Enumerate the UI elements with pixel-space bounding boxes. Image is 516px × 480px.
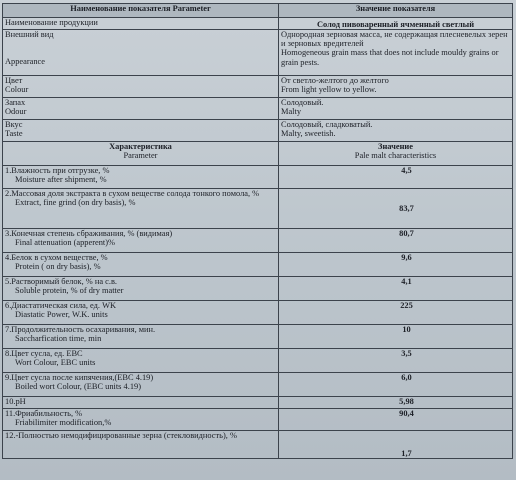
characteristic-cell	[3, 301, 279, 325]
parameter-ru: Вкус	[5, 120, 23, 129]
characteristic-en: Friabilimiter modification,%	[15, 418, 112, 428]
value-ru: Солодовый, сладковатый.	[281, 120, 373, 129]
characteristic-value-cell	[279, 373, 513, 397]
characteristic-ru: 8.Цвет сусла, ед. EBC	[5, 349, 83, 358]
parameter-cell	[3, 76, 279, 98]
characteristic-en: Boiled wort Colour, (EBC units 4.19)	[15, 382, 141, 392]
characteristic-ru: 6.Диастатическая сила, ед. WK	[5, 301, 117, 310]
parameter-ru: Внешний вид	[5, 30, 54, 39]
section-header-value	[279, 142, 513, 166]
table-row	[3, 431, 513, 459]
table-row	[3, 189, 513, 229]
product-name-label: Наименование продукции	[3, 18, 279, 30]
table-row	[3, 166, 513, 189]
organoleptic-row	[3, 98, 513, 120]
characteristic-en: Diastatic Power, W.K. units	[15, 310, 108, 320]
characteristic-en: Soluble protein, % of dry matter	[15, 286, 124, 296]
characteristic-cell	[3, 373, 279, 397]
characteristic-value: 6,0	[401, 373, 412, 382]
characteristic-value-cell	[279, 325, 513, 349]
characteristic-cell	[3, 229, 279, 253]
parameter-en: Taste	[5, 129, 23, 139]
characteristic-en: Final attenuation (apperent)%	[15, 238, 115, 248]
characteristic-ru: 11.Фриабильность, %	[5, 409, 83, 418]
parameter-ru: Цвет	[5, 76, 23, 85]
characteristic-value: 4,1	[401, 277, 412, 286]
characteristic-value: 3,5	[401, 349, 412, 358]
table-row	[3, 277, 513, 301]
value-en: Homogeneous grain mass that does not include mouldy grains or grain pests.	[281, 48, 499, 67]
value-ru: От светло-желтого до желтого	[281, 76, 389, 85]
characteristic-ru: 9.Цвет сусла после кипячения,(EBC 4.19)	[5, 373, 154, 382]
value-cell	[279, 98, 513, 120]
characteristic-ru: 1.Влажность при отгрузке, %	[5, 166, 110, 175]
table-row	[3, 409, 513, 431]
value-en: Malty, sweetish.	[281, 129, 336, 139]
table-row	[3, 397, 513, 409]
characteristic-cell	[3, 189, 279, 229]
characteristic-value-cell	[279, 397, 513, 409]
table-row	[3, 301, 513, 325]
organoleptic-row	[3, 120, 513, 142]
section-header-en: Parameter	[123, 151, 158, 161]
parameter-en: Colour	[5, 85, 29, 95]
characteristic-value-cell	[279, 166, 513, 189]
characteristic-value: 1,7	[401, 448, 412, 458]
value-ru: Солодовый.	[281, 98, 324, 107]
characteristic-value-cell	[279, 431, 513, 459]
characteristic-value: 10	[402, 325, 411, 334]
characteristic-value-cell	[279, 277, 513, 301]
characteristic-ru: 10.pH	[5, 397, 26, 406]
header-value: Значение показателя	[279, 4, 513, 18]
parameter-cell	[3, 30, 279, 76]
value-en: From light yellow to yellow.	[281, 85, 377, 95]
table-row	[3, 325, 513, 349]
characteristic-value-cell	[279, 301, 513, 325]
characteristic-ru: 3.Конечная степень сбраживания, % (видимая)	[5, 229, 173, 238]
value-cell	[279, 120, 513, 142]
header-parameter: Наименование показателя Parameter	[3, 4, 279, 18]
characteristic-value: 225	[400, 301, 413, 310]
parameter-en: Odour	[5, 107, 27, 117]
characteristic-value: 83,7	[399, 203, 414, 213]
characteristic-value-cell	[279, 253, 513, 277]
product-row	[3, 18, 513, 30]
characteristic-value-cell	[279, 349, 513, 373]
table-row	[3, 349, 513, 373]
characteristic-en: Extract, fine grind (on dry basis), %	[15, 198, 136, 208]
section-header-row	[3, 142, 513, 166]
section-header-value-ru: Значение	[378, 142, 413, 151]
characteristic-en: Moisture after shipment, %	[15, 175, 107, 185]
value-en: Malty	[281, 107, 302, 117]
value-ru: Однородная зерновая масса, не содержащая плесневелых зерен и зерновых вредителей	[281, 30, 508, 49]
characteristic-value: 5,98	[399, 397, 414, 406]
characteristic-en: Wort Colour, EBC units	[15, 358, 96, 368]
characteristic-cell	[3, 325, 279, 349]
table-header-row	[3, 4, 513, 18]
parameter-en: Appearance	[5, 57, 45, 67]
characteristic-cell	[3, 253, 279, 277]
characteristic-ru: 12.-Полностью немодифицированные зерна (стекловидность), %	[5, 431, 237, 440]
parameter-ru: Запах	[5, 98, 26, 107]
parameter-cell	[3, 98, 279, 120]
characteristic-cell	[3, 397, 279, 409]
characteristic-cell	[3, 409, 279, 431]
table-row	[3, 373, 513, 397]
characteristic-ru: 5.Растворимый белок, % на с.в.	[5, 277, 118, 286]
value-cell	[279, 76, 513, 98]
characteristic-value-cell	[279, 409, 513, 431]
table-row	[3, 229, 513, 253]
characteristic-ru: 7.Продолжительность осахаривания, мин.	[5, 325, 156, 334]
characteristic-value: 80,7	[399, 229, 414, 238]
characteristic-ru: 2.Массовая доля экстракта в сухом веществе солода тонкого помола, %	[5, 189, 260, 198]
characteristic-cell	[3, 277, 279, 301]
section-header-parameter	[3, 142, 279, 166]
characteristic-value: 4,5	[401, 166, 412, 175]
characteristic-cell	[3, 166, 279, 189]
section-header-value-en: Pale malt characteristics	[354, 151, 437, 161]
characteristic-cell	[3, 349, 279, 373]
characteristic-value: 90,4	[399, 409, 414, 418]
characteristic-en: Protein ( on dry basis), %	[15, 262, 101, 272]
parameter-cell	[3, 120, 279, 142]
characteristic-value-cell	[279, 229, 513, 253]
characteristic-ru: 4.Белок в сухом веществе, %	[5, 253, 108, 262]
organoleptic-row	[3, 76, 513, 98]
characteristic-en: Saccharfication time, min	[15, 334, 102, 344]
value-cell	[279, 30, 513, 76]
organoleptic-row	[3, 30, 513, 76]
characteristic-value: 9,6	[401, 253, 412, 262]
table-row	[3, 253, 513, 277]
characteristic-value-cell	[279, 189, 513, 229]
characteristic-cell	[3, 431, 279, 459]
product-name-value: Солод пивоваренный ячменный светлый	[279, 18, 513, 30]
spec-table	[2, 3, 513, 459]
section-header-ru: Характеристика	[109, 142, 172, 151]
spacer	[5, 39, 276, 57]
